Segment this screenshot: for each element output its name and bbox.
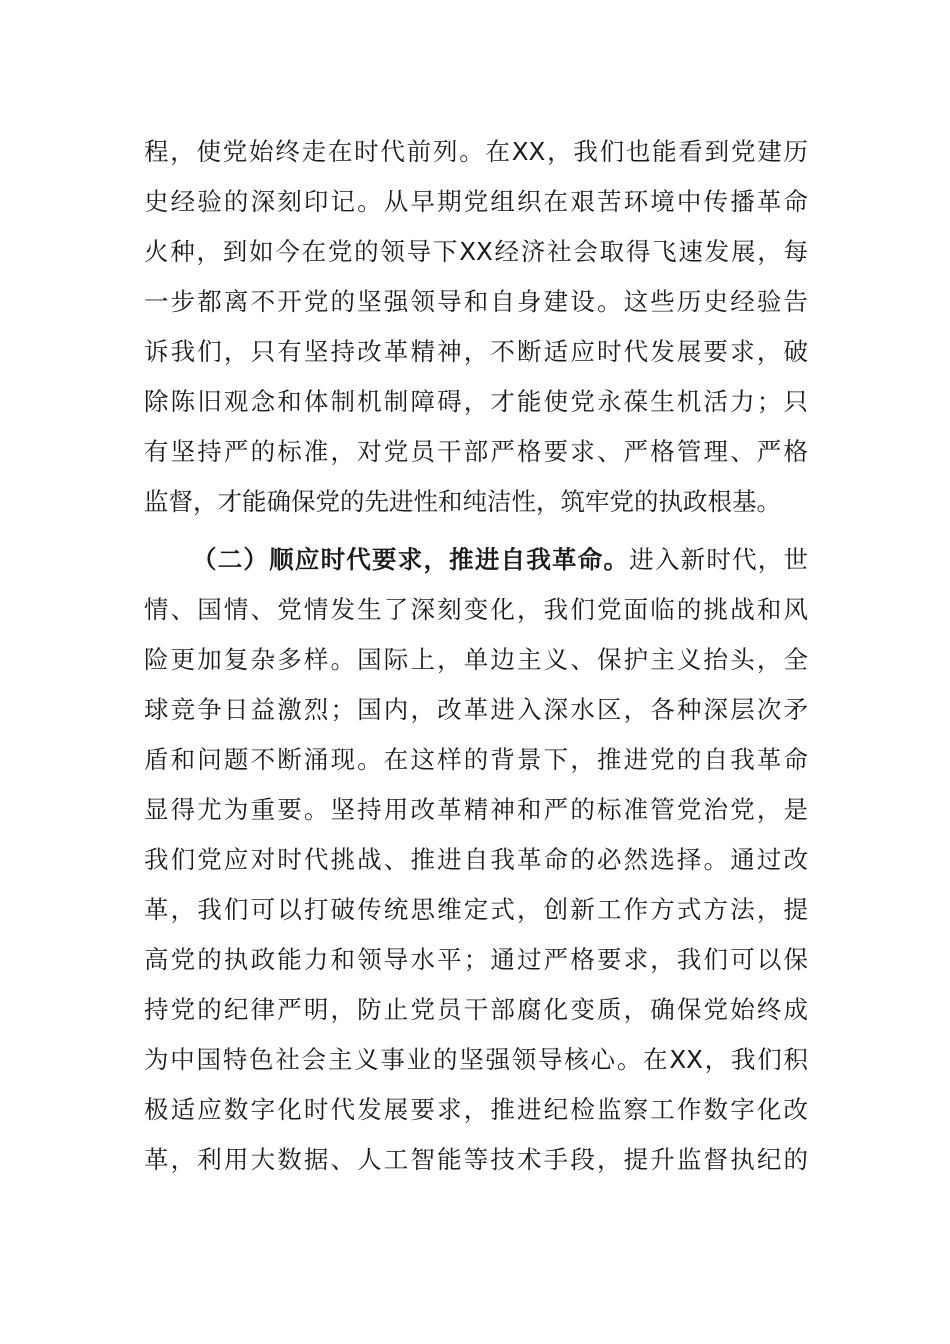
text-line: 除陈旧观念和体制机制障碍，才能使党永葆生机活力；只 <box>144 387 808 416</box>
paragraph-self-revolution <box>144 535 808 1185</box>
text-line: 有坚持严的标准，对党员干部严格要求、严格管理、严格 <box>144 437 808 466</box>
text-line: 一步都离不开党的坚强领导和自身建设。这些历史经验告 <box>144 287 808 316</box>
text-line: 为中国特色社会主义事业的坚强领导核心。在XX，我们积 <box>144 1045 808 1074</box>
text-line: 持党的纪律严明，防止党员干部腐化变质，确保党始终成 <box>144 995 808 1024</box>
text-line: 球竞争日益激烈；国内，改革进入深水区，各种深层次矛 <box>144 695 808 724</box>
text-line: 显得尤为重要。坚持用改革精神和严的标准管党治党，是 <box>144 795 808 824</box>
paragraph-first-line <box>144 535 808 585</box>
text-line: 情、国情、党情发生了深刻变化，我们党面临的挑战和风 <box>144 595 808 624</box>
text-line: 诉我们，只有坚持改革精神，不断适应时代发展要求，破 <box>144 337 808 366</box>
text-line: 史经验的深刻印记。从早期党组织在艰苦环境中传播革命 <box>144 187 808 216</box>
text-line: 火种，到如今在党的领导下XX经济社会取得飞速发展，每 <box>144 237 808 266</box>
text-line: 极适应数字化时代发展要求，推进纪检监察工作数字化改 <box>144 1095 808 1124</box>
text-line: 我们党应对时代挑战、推进自我革命的必然选择。通过改 <box>144 845 808 874</box>
text-line: 盾和问题不断涌现。在这样的背景下，推进党的自我革命 <box>144 745 808 774</box>
section-heading: （二）顺应时代要求，推进自我革命。 <box>192 545 630 574</box>
text-line: 程，使党始终走在时代前列。在XX，我们也能看到党建历 <box>144 137 808 166</box>
text-line: 险更加复杂多样。国际上，单边主义、保护主义抬头，全 <box>144 645 808 674</box>
text-line: 革，利用大数据、人工智能等技术手段，提升监督执纪的 <box>144 1145 808 1174</box>
heading-continuation: 进入新时代，世 <box>629 545 808 574</box>
paragraph-history-experience <box>144 127 808 527</box>
text-line: 革，我们可以打破传统思维定式，创新工作方式方法，提 <box>144 895 808 924</box>
text-line: 监督，才能确保党的先进性和纯洁性，筑牢党的执政根基。 <box>144 487 781 516</box>
text-line: 高党的执政能力和领导水平；通过严格要求，我们可以保 <box>144 945 808 974</box>
